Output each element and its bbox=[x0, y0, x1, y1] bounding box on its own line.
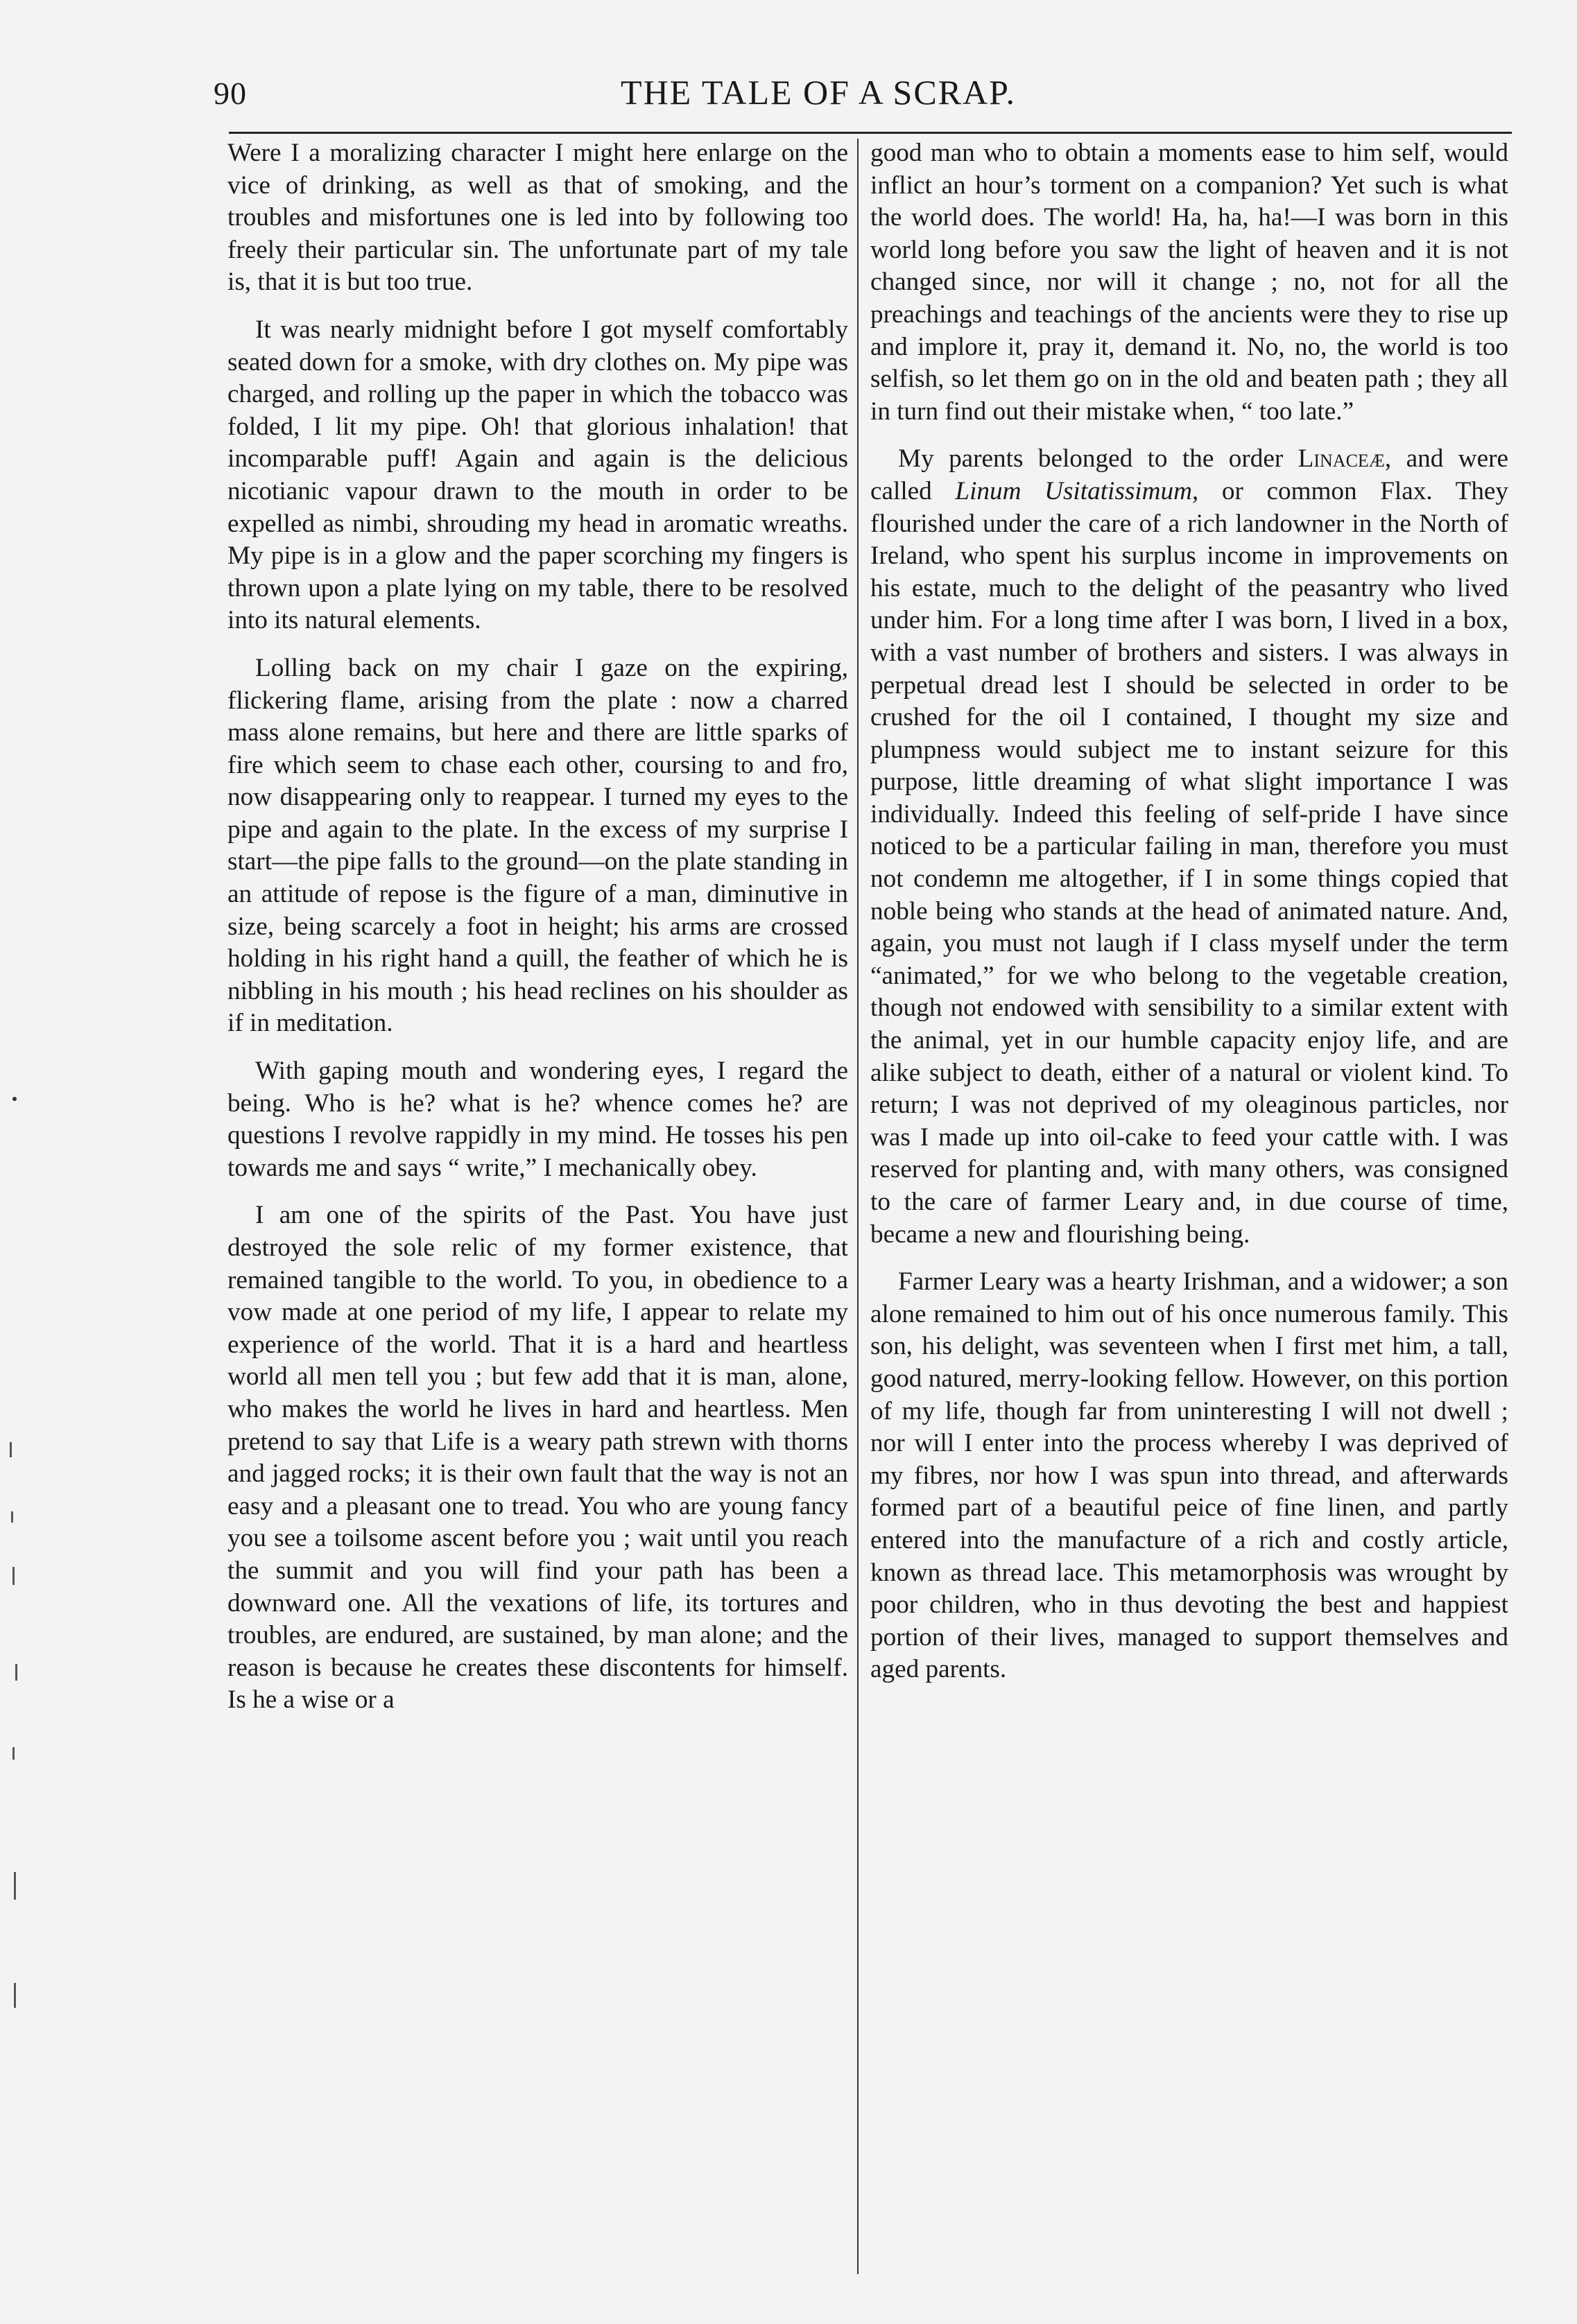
margin-speck bbox=[11, 1511, 13, 1523]
paragraph: It was nearly midnight before I got myself comfortably seated down for a smoke, with dry clothes on. My pipe was charged, and rolling up the paper in which the tobacco was folded, I lit my pipe. Oh! that glorious inhalation! that incomparable puff! Again and again is the delicious nicotianic vapour drawn to the mouth in order to be expelled as nimbi, shrouding my head in aromatic wreaths. My pipe is in a glow and the paper scorching my fingers is thrown upon a plate lying on my table, there to be resolved into its natural elements. bbox=[227, 315, 848, 635]
paragraph: Farmer Leary was a hearty Irishman, and a widower; a son alone remained to him out of his once numerous family. This son, his delight, was seventeen when I first met him, a tall, good natured, merry-looking fellow. However, on this portion of my life, though far from uninteresting I will not dwell ; nor will I enter into the process whereby I was deprived of my fibres, nor how I was spun into thread, and afterwards formed part of a beautiful peice of fine linen, and partly entered into the manufacture of a rich and costly article, known as thread lace. This metamorphosis was wrought by poor children, who in thus devoting the best and happiest portion of their lives, managed to support themselves and aged parents. bbox=[870, 1267, 1508, 1684]
latin-name: Linum Usitatissimum, bbox=[955, 476, 1199, 505]
paragraph: Lolling back on my chair I gaze on the expiring, flickering flame, arising from the plate : now a charred mass alone remains, but here and there are little sparks of fire which seem to chase each other, coursing to and fro, now disappearing only to reappear. I turned my eyes to the pipe and again to the plate. In the excess of my surprise I start—the pipe falls to the ground—on the plate standing in an attitude of repose is the figure of a man, diminutive in size, being scarcely a foot in height; his arms are crossed holding in his right hand a quill, the feather of which he is nibbling in his mouth ; his head reclines on his shoulder as if in meditation. bbox=[227, 653, 848, 1038]
running-head: THE TALE OF A SCRAP. bbox=[621, 73, 1016, 112]
margin-speck bbox=[12, 1747, 15, 1760]
text-run: and were called bbox=[870, 444, 1508, 505]
paragraph: I am one of the spirits of the Past. You have just destroyed the sole relic of my former existence, that remained tangible to the world. To you, in obedience to a vow made at one period of my life, I appear to relate my experience of the world. That it is a hard and heartless world all men tell you ; but few add that it is man, alone, who makes the world he lives in hard and heartless. Men pretend to say that Life is a weary path strewn with thorns and jagged rocks; it is their own fault that the way is not an easy and a pleasant one to tread. You who are young fancy you see a toilsome ascent before you ; wait until you reach the summit and you will find your path has been a downward one. All the vexations of life, its tortures and troubles, are endured, are sustained, by man alone; and the reason is because he creates these discontents for himself. Is he a wise or a bbox=[227, 1201, 848, 1715]
margin-speck bbox=[12, 1567, 15, 1585]
left-column bbox=[227, 137, 848, 2287]
paragraph: With gaping mouth and wondering eyes, I regard the being. Who is he? what is he? whence comes he? are questions I revolve rappidly in my mind. He tosses his pen towards me and says “ write,” I mechanically obey. bbox=[227, 1057, 848, 1182]
right-column bbox=[870, 137, 1508, 2287]
margin-speck bbox=[14, 1872, 16, 1900]
scan-margin-marks bbox=[0, 0, 42, 2324]
margin-speck bbox=[15, 1664, 17, 1681]
order-name: Linaceæ, bbox=[1298, 444, 1392, 474]
column-divider bbox=[857, 139, 859, 2274]
page-number: 90 bbox=[214, 76, 247, 111]
paragraph-flax bbox=[870, 443, 1508, 1251]
margin-speck bbox=[14, 1983, 16, 2008]
margin-speck bbox=[10, 1442, 12, 1457]
text-run: My parents belonged to the order bbox=[898, 444, 1284, 474]
margin-speck bbox=[12, 1097, 17, 1101]
header-rule bbox=[229, 132, 1512, 134]
paragraph: good man who to obtain a moments ease to him self, would inflict an hour’s torment on a companion? Yet such is what the world does. The world! Ha, ha, ha!—I was born in this world long before you saw the light of heaven and it is not changed since, nor will it change ; no, not for all the preachings and teachings of the ancients were they to rise up and implore it, pray it, demand it. No, no, the world is too selfish, so let them go on in the old and beaten path ; they all in turn find out their mistake when, “ too late.” bbox=[870, 139, 1508, 426]
text-run: or common Flax. They flourished under the care of a rich landowner in the North of Ireland, who spent his surplus income in improvements on his estate, much to the delight of the peasantry who lived under him. For a long time after I was born, I lived in a box, with a vast number of brothers and sisters. I was always in perpetual dread lest I should be selected in order to be crushed for the oil I contained, I thought my size and plumpness would subject me to instant seizure for this purpose, little dreaming of what slight importance I was individually. Indeed this feeling of self-pride I have since noticed to be a particular failing in man, therefore you must not condemn me altogether, if I in some things copied that noble being who stands at the head of animated nature. And, again, you must not laugh if I class myself under the term “animated,” for we who belong to the vegetable creation, though not endowed with sensibility to a similar extent with the animal, yet in our humble capacity enjoy life, and are alike subject to death, either of a natural or violent kind. To return; I was not deprived of my oleaginous particles, nor was I made up into oil-cake to feed your cattle with. I was reserved for planting and, with many others, was consigned to the care of farmer Leary and, in due course of time, became a new and flourishing being. bbox=[870, 476, 1508, 1249]
paragraph: Were I a moralizing character I might here enlarge on the vice of drinking, as well as that of smoking, and the troubles and misfortunes one is led into by following too freely their particular sin. The unfortunate part of my tale is, that it is but too true. bbox=[227, 139, 848, 297]
